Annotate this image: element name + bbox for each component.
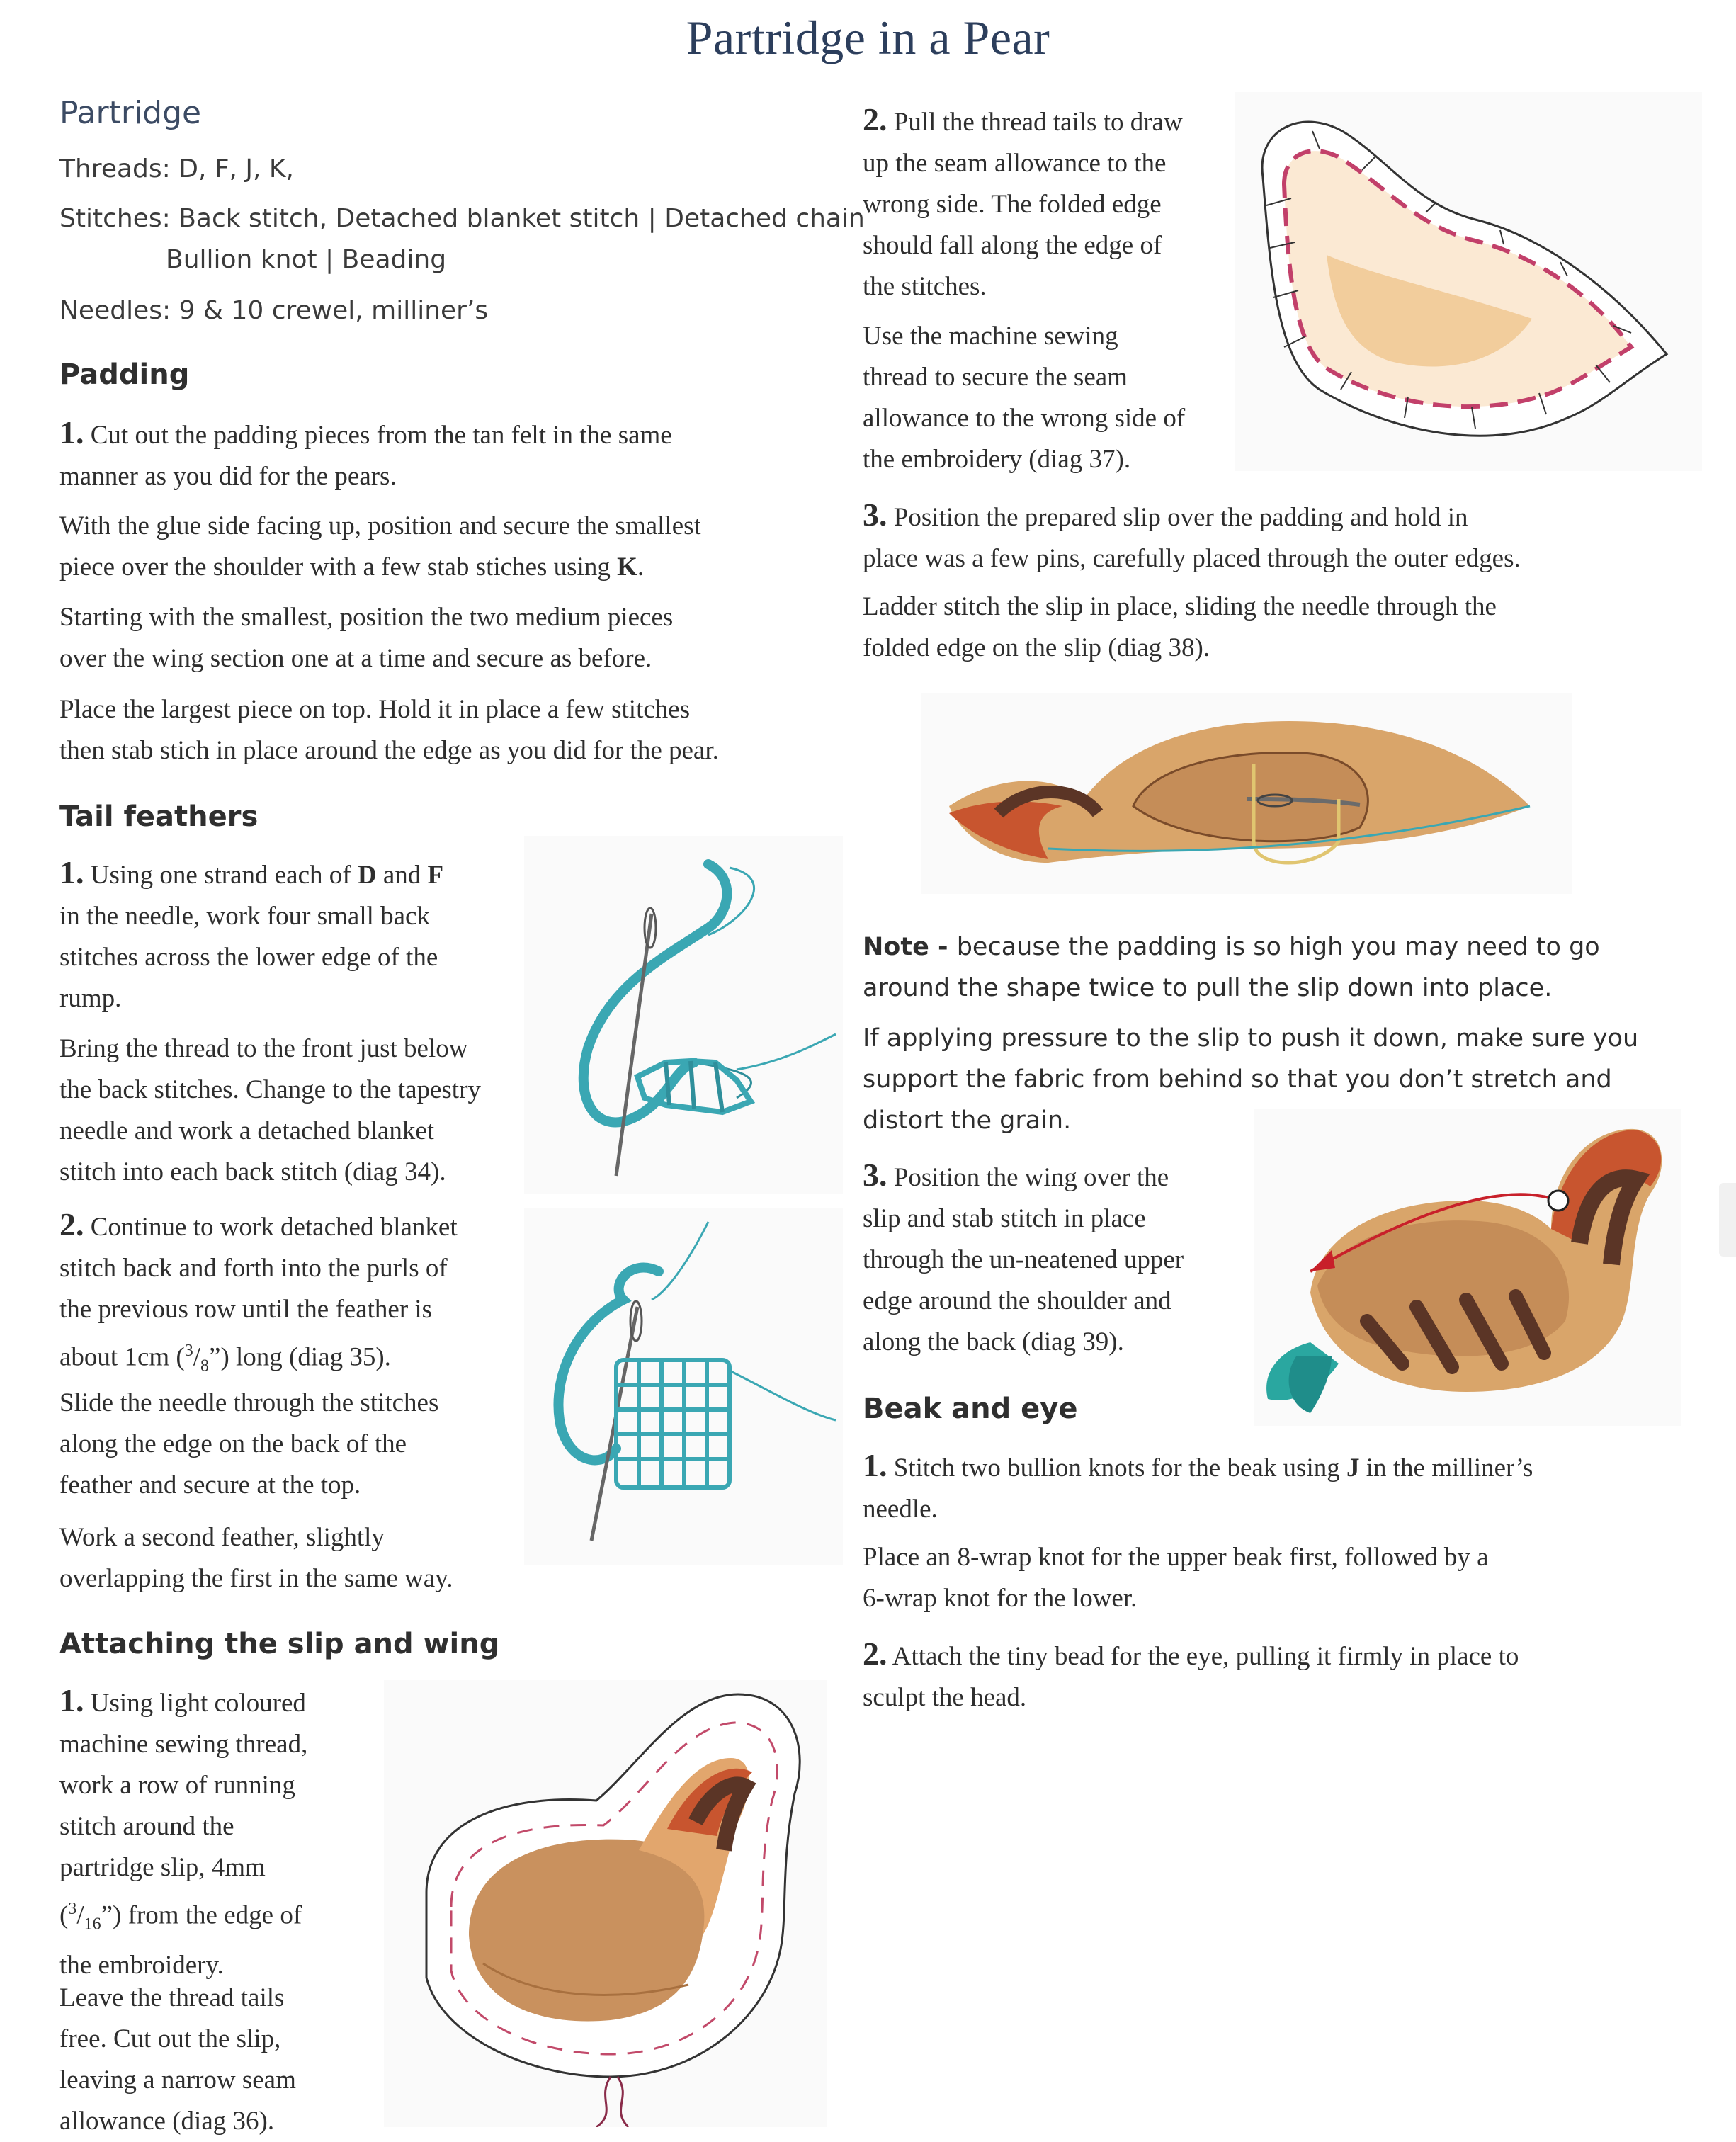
text-line: feather and secure at the top.: [59, 1470, 361, 1500]
text-line: needle and work a detached blanket: [59, 1116, 435, 1145]
needles-line: [59, 290, 488, 332]
text-line: Using light coloured: [90, 1689, 306, 1718]
threads-label: Threads:: [59, 154, 171, 183]
text-line: the embroidery.: [59, 1950, 224, 1980]
thread-code: J: [1346, 1454, 1360, 1483]
threads-line: [59, 149, 294, 190]
stitches-value-2: Bullion knot | Beading: [166, 245, 447, 274]
needles-value: 9 & 10 crewel, milliner’s: [178, 296, 489, 325]
tail-para-3: [59, 1383, 555, 1506]
text-line: Attach the tiny bead for the eye, pulling it firmly in place to: [892, 1642, 1519, 1671]
needles-label: Needles:: [59, 296, 171, 325]
text-line: Position the prepared slip over the padding and hold in: [893, 503, 1468, 532]
diag-39-icon: [1254, 1109, 1681, 1426]
text-line: manner as you did for the pears.: [59, 462, 397, 491]
text-line: up the seam allowance to the: [863, 149, 1167, 178]
text-line: the stitches.: [863, 272, 987, 301]
tail-para-4: [59, 1517, 569, 1599]
text-line: machine sewing thread,: [59, 1730, 308, 1759]
diag-37-icon: [1235, 92, 1702, 471]
text-line: folded edge on the slip (diag 38).: [863, 633, 1210, 662]
note-para: [863, 926, 1713, 1009]
text-line: .: [637, 552, 645, 582]
threads-value: D, F, J, K,: [178, 154, 294, 183]
fraction-slash: /: [76, 1900, 84, 1930]
text-line: With the glue side facing up, position and secure the smallest: [59, 511, 701, 540]
text-line: place was a few pins, carefully placed through the outer edges.: [863, 544, 1521, 573]
text-line: Slide the needle through the stitches: [59, 1388, 439, 1417]
fraction-denominator: 16: [84, 1915, 101, 1934]
text-line: along the back (diag 39).: [863, 1327, 1124, 1356]
step-number: 2.: [863, 1636, 887, 1672]
text-line: the previous row until the feather is: [59, 1295, 433, 1324]
text-line: stitch into each back stitch (diag 34).: [59, 1157, 446, 1186]
text-line: Place the largest piece on top. Hold it in place a few stitches: [59, 695, 691, 724]
tail-para-2: [59, 1028, 555, 1193]
thread-code: K: [617, 552, 637, 582]
step-number: 3.: [863, 497, 887, 533]
fraction-numerator: 3: [68, 1900, 77, 1918]
beak-step-2: [863, 1633, 1713, 1718]
text-line: Pull the thread tails to draw: [893, 108, 1183, 137]
tail-step-2: [59, 1204, 555, 1387]
step-number: 1.: [59, 1682, 84, 1718]
beak-step-1: [863, 1445, 1713, 1530]
text-line: rump.: [59, 984, 122, 1013]
thread-code: F: [427, 861, 444, 890]
right-ladder-para: [863, 586, 1713, 669]
text-line: Cut out the padding pieces from the tan felt in the same: [90, 421, 672, 450]
text-line: (: [59, 1900, 69, 1930]
right-machine-para: [863, 316, 1245, 480]
text-line: in the needle, work four small back: [59, 902, 430, 931]
diag-36-icon: [384, 1680, 827, 2127]
text-line: Using one strand each of: [90, 861, 358, 890]
attach-step-1: [59, 1680, 371, 1986]
section-title-partridge: Partridge: [59, 95, 202, 131]
text-line: support the fabric from behind so that you don’t stretch and: [863, 1065, 1612, 1094]
text-line: Work a second feather, slightly: [59, 1523, 385, 1552]
text-line: Position the wing over the: [893, 1163, 1169, 1192]
text-line: the back stitches. Change to the tapestry: [59, 1075, 481, 1104]
text-line: because the padding is so high you may need to go: [956, 933, 1600, 961]
text-line: needle.: [863, 1495, 938, 1524]
text-line: leaving a narrow seam: [59, 2066, 296, 2095]
text-line: free. Cut out the slip,: [59, 2024, 281, 2053]
text-line: about 1cm (: [59, 1342, 185, 1372]
padding-step-1: [59, 412, 839, 497]
heading-tail-feathers: Tail feathers: [59, 800, 259, 833]
text-line: over the wing section one at a time and secure as before.: [59, 644, 652, 673]
text-line: piece over the shoulder with a few stab stiches using: [59, 552, 618, 582]
text-line: then stab stich in place around the edge as you did for the pear.: [59, 736, 719, 765]
stitches-line: [59, 198, 865, 239]
text-line: around the shape twice to pull the slip down into place.: [863, 974, 1553, 1002]
page-edge-tab: [1719, 1183, 1736, 1257]
text-line: allowance (diag 36).: [59, 2107, 275, 2136]
text-line: Place an 8-wrap knot for the upper beak first, followed by a: [863, 1543, 1489, 1572]
text-line: ”) long (diag 35).: [209, 1342, 391, 1372]
thread-code: D: [357, 861, 377, 890]
text-line: Starting with the smallest, position the two medium pieces: [59, 603, 674, 632]
text-line: Bring the thread to the front just below: [59, 1034, 468, 1063]
stitches-value-1: Back stitch, Detached blanket stitch | Detached chain: [178, 204, 865, 233]
text-line: work a row of running: [59, 1771, 295, 1800]
text-line: Ladder stitch the slip in place, sliding the needle through the: [863, 592, 1497, 621]
padding-para-4: [59, 689, 853, 771]
text-line: Continue to work detached blanket: [90, 1213, 458, 1242]
text-line: and: [376, 861, 428, 890]
text-line: Stitch two bullion knots for the beak using: [893, 1454, 1346, 1483]
fraction-denominator: 8: [200, 1356, 210, 1376]
text-line: stitch back and forth into the purls of: [59, 1254, 448, 1283]
fraction-slash: /: [193, 1342, 201, 1372]
step-number: 1.: [59, 414, 84, 450]
heading-attaching: Attaching the slip and wing: [59, 1628, 500, 1660]
text-line: stitch around the: [59, 1812, 234, 1841]
text-line: edge around the shoulder and: [863, 1286, 1171, 1315]
text-line: stitches across the lower edge of the: [59, 943, 438, 972]
text-line: through the un-neatened upper: [863, 1245, 1184, 1274]
heading-padding: Padding: [59, 358, 190, 391]
text-line: 6-wrap knot for the lower.: [863, 1584, 1138, 1613]
attach-para-2: [59, 1978, 371, 2142]
padding-para-2: [59, 506, 839, 588]
stitches-label: Stitches:: [59, 204, 171, 233]
text-line: allowance to the wrong side of: [863, 404, 1186, 433]
text-line: wrong side. The folded edge: [863, 190, 1162, 219]
step-number: 3.: [863, 1157, 887, 1193]
text-line: Leave the thread tails: [59, 1983, 285, 2012]
step-number: 2.: [863, 101, 887, 137]
text-line: ”) from the edge of: [101, 1900, 302, 1930]
text-line: overlapping the first in the same way.: [59, 1564, 453, 1593]
text-line: should fall along the edge of: [863, 231, 1162, 260]
text-line: Use the machine sewing: [863, 322, 1118, 351]
padding-para-3: [59, 597, 839, 679]
diag-35-icon: [524, 1208, 843, 1565]
step-number: 2.: [59, 1206, 84, 1242]
right-step-3: [863, 494, 1713, 579]
beak-para: [863, 1537, 1713, 1619]
fraction-numerator: 3: [184, 1342, 193, 1360]
text-line: If applying pressure to the slip to push it down, make sure you: [863, 1024, 1639, 1053]
text-line: thread to secure the seam: [863, 363, 1128, 392]
page-title: Partridge in a Pear: [686, 11, 1050, 64]
text-line: partridge slip, 4mm: [59, 1853, 266, 1882]
text-line: the embroidery (diag 37).: [863, 445, 1131, 474]
right-step-2: [863, 99, 1245, 307]
wing-step-3: [863, 1155, 1259, 1363]
text-line: along the edge on the back of the: [59, 1429, 407, 1458]
diag-34-icon: [524, 836, 843, 1194]
text-line: distort the grain.: [863, 1106, 1072, 1135]
text-line: in the milliner’s: [1359, 1454, 1533, 1483]
step-number: 1.: [59, 854, 84, 890]
text-line: sculpt the head.: [863, 1683, 1027, 1712]
text-line: slip and stab stitch in place: [863, 1204, 1146, 1233]
note-label: Note -: [863, 933, 957, 961]
step-number: 1.: [863, 1447, 887, 1483]
diag-38-icon: [921, 693, 1572, 894]
heading-beak-eye: Beak and eye: [863, 1393, 1078, 1425]
tail-step-1: [59, 852, 555, 1019]
